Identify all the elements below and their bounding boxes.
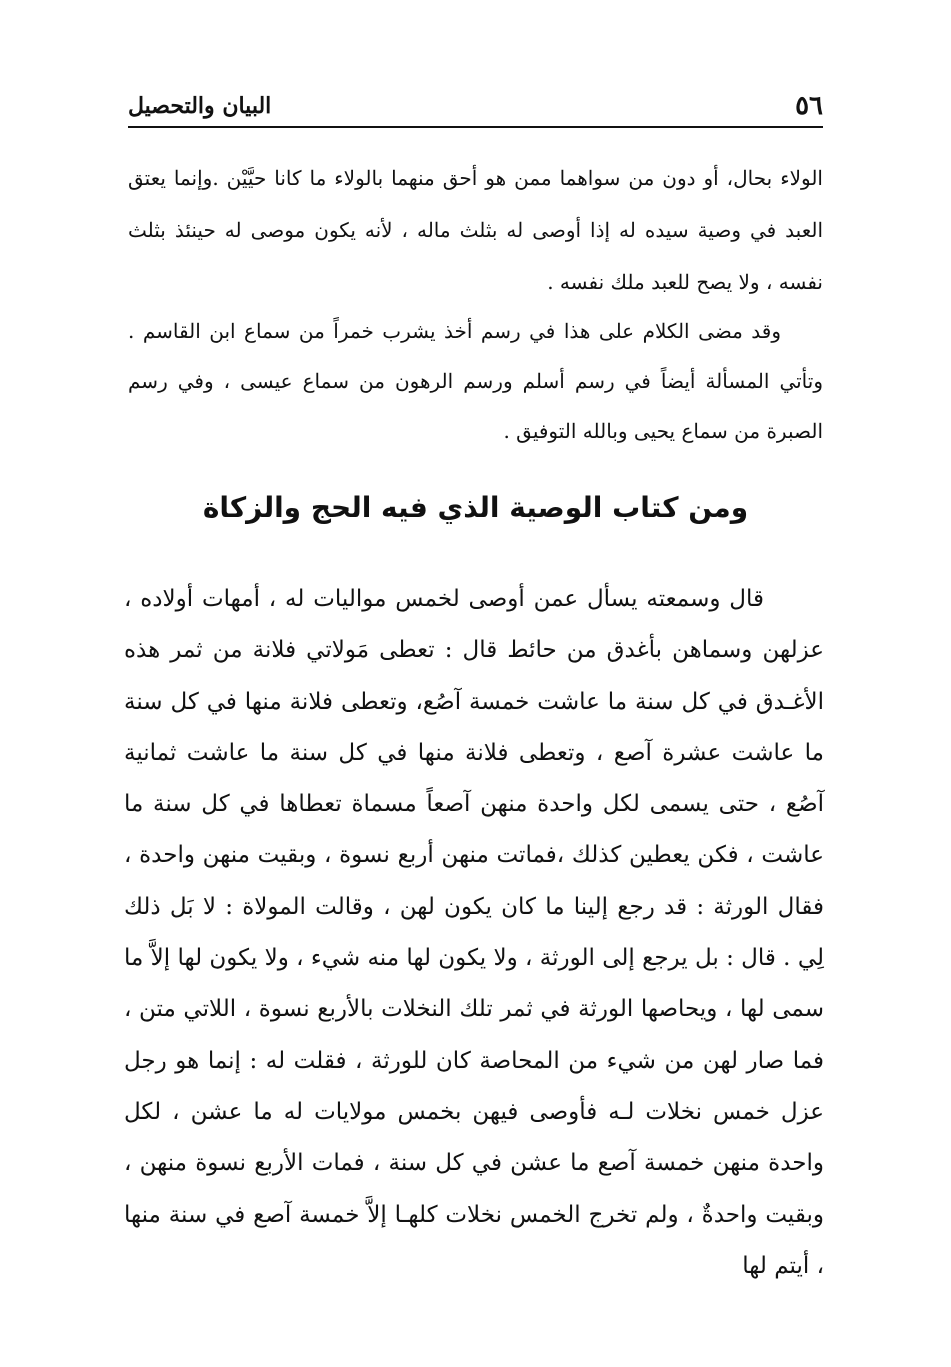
header-rule [128, 126, 823, 128]
running-header [128, 88, 823, 124]
section-heading: ومن كتاب الوصية الذي فيه الحج والزكاة [202, 491, 749, 524]
paragraph-2: وقد مضى الكلام على هذا في رسم أخذ يشرب خمراً من سماع ابن القاسم . وتأتي المسألة أيضاً في رسم أسلم ورسم الرهون من سماع عيسى ، وفي رسم الصبرة من سماع يحيى وبالله التوفيق . [128, 319, 823, 443]
paragraph-3: قال وسمعته يسأل عمن أوصى لخمس مواليات له ، أمهات أولاده ، عزلهن وسماهن بأغدق من حائط قال : تعطى مَولاتي فلانة من ثمر هذه الأغـدق في كل سنة ما عاشت خمسة آصُع، وتعطى فلانة منها في كل سنة ما عاشت عشرة آصع ، وتعطى فلانة منها في كل سنة ما عاشت ثمانية آصُع ، حتى يسمى لكل واحدة منهن آصعاً مسماة تعطاها في كل سنة ما عاشت ، فكن يعطين كذلك ،فماتت منهن أربع نسوة ، وبقيت منهن واحدة ، فقال الورثة : قد رجع إلينا ما كان يكون لهن ، وقالت المولاة : لا بَل ذلك لِي . قال : بل يرجع إلى الورثة ، ولا يكون لها منه شيء ، ولا يكون لها إلاَّ ما سمى لها ، ويحاصها الورثة في ثمر تلك النخلات بالأربع نسوة ، اللاتي متن ، فما صار لهن من شيء من المحاصة كان للورثة ، فقلت له : إنما هو رجل عزل خمس نخلات لـه فأوصى فيهن بخمس مولايات له ما عشن ، لكل واحدة منهن خمسة آصع ما عشن في كل سنة ، فمات الأربع نسوة منهن ، وبقيت واحدةٌ ، ولم تخرج الخمس نخلات كلهـا إلاَّ خمسة آصع في سنة منها ، أيتم لها [124, 586, 824, 1279]
paragraph-1: الولاء بحال، أو دون من سواهما ممن هو أحق منهما بالولاء ما كانا حيَّيْن .وإنما يعتق العبد في وصية سيده له إذا أوصى له بثلث ماله ، لأنه يكون موصى له حينئذ بثلث نفسه ، ولا يصح للعبد ملك نفسه . [128, 166, 823, 294]
page-number: ٥٦ [795, 91, 823, 121]
running-title: البيان والتحصيل [128, 93, 272, 119]
